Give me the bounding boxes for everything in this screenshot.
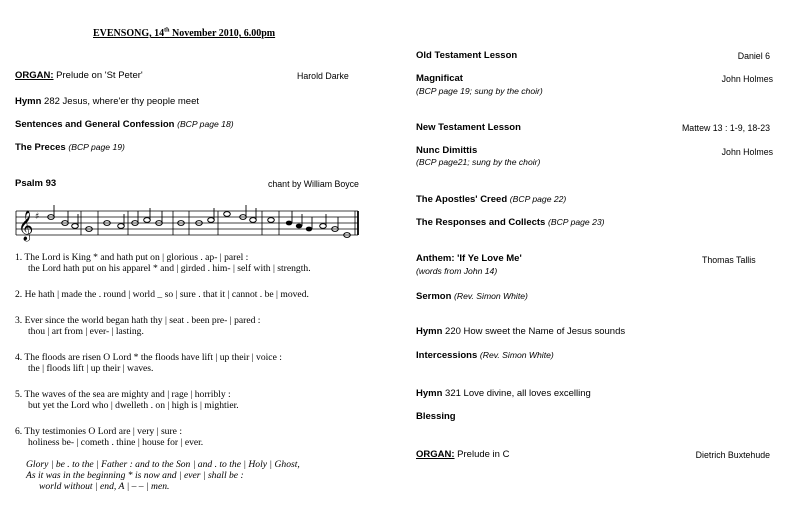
psalm-verses [15, 252, 375, 492]
gloria [15, 459, 375, 492]
psalm-verse [15, 426, 375, 459]
psalm-verse [15, 389, 375, 426]
hymn-label: Hymn [416, 326, 443, 337]
psalm-verse [15, 315, 375, 352]
verse-line: 6. Thy testimonies O Lord are | very | sure : [15, 426, 182, 437]
verse-line-continued: but yet the Lord who | dwelleth . on | high is | mightier. [28, 400, 239, 411]
sentences-label: Sentences and General Confession [15, 119, 175, 130]
anthem-note: (words from John 14) [416, 266, 498, 276]
svg-text:♯: ♯ [35, 212, 40, 222]
psalm-label: Psalm 93 [15, 178, 57, 189]
intercessions-entry [416, 350, 554, 361]
magnificat-label: Magnificat [416, 73, 463, 84]
title-superscript: th [164, 27, 170, 34]
anthem-label: Anthem: 'If Ye Love Me' [416, 253, 522, 264]
gloria-line: Glory | be . to the | Father : and to the Son | and . to the | Holy | Ghost, [26, 459, 300, 470]
creed-entry [416, 194, 566, 205]
hymn-entry-2 [416, 326, 625, 337]
magnificat-note: (BCP page 19; sung by the choir) [416, 86, 543, 96]
blessing-label: Blessing [416, 411, 456, 422]
responses-label: The Responses and Collects [416, 217, 546, 228]
psalm-verse [15, 252, 375, 289]
organ-postlude-composer: Dietrich Buxtehude [695, 450, 770, 460]
psalm-verse [15, 352, 375, 389]
psalm-verse [15, 289, 375, 315]
old-testament-label: Old Testament Lesson [416, 50, 518, 61]
page-title [93, 28, 275, 39]
sermon-note: (Rev. Simon White) [454, 291, 528, 301]
sentences-note: (BCP page 18) [177, 119, 234, 129]
anthem-composer: Thomas Tallis [702, 255, 756, 265]
preces-entry [15, 142, 125, 153]
hymn-entry-3 [416, 388, 591, 399]
nunc-dimittis-composer: John Holmes [721, 147, 773, 157]
verse-line-continued: the Lord hath put on his apparel * and | girded . him- | self with | strength. [28, 263, 311, 274]
organ-label: ORGAN: [416, 449, 455, 460]
responses-note: (BCP page 23) [547, 217, 605, 227]
title-text-end: November 2010, 6.00pm [169, 28, 276, 39]
hymn-entry-1 [15, 96, 199, 107]
organ-piece: Prelude in C [454, 449, 510, 460]
gloria-line: As it was in the beginning * is now and | ever | shall be : [26, 470, 244, 481]
hymn-label: Hymn [15, 96, 42, 107]
magnificat-composer: John Holmes [721, 74, 773, 84]
verse-line: 5. The waves of the sea are mighty and | rage | horribly : [15, 389, 231, 400]
sentences-entry [15, 119, 234, 130]
creed-label: The Apostles' Creed [416, 194, 508, 205]
old-testament-ref: Daniel 6 [737, 51, 770, 61]
verse-line: 1. The Lord is King * and hath put on | glorious . ap- | parel : [15, 252, 249, 263]
organ-piece: Prelude on 'St Peter' [53, 70, 143, 81]
verse-line-continued: the | floods lift | up their | waves. [28, 363, 154, 374]
new-testament-label: New Testament Lesson [416, 122, 521, 133]
verse-line: 4. The floods are risen O Lord * the floods have lift | up their | voice : [15, 352, 282, 363]
gloria-line: world without | end, A | – – | men. [39, 481, 170, 492]
hymn-label: Hymn [416, 388, 443, 399]
organ-label: ORGAN: [15, 70, 54, 81]
sermon-label: Sermon [416, 291, 452, 302]
responses-entry [416, 217, 605, 228]
svg-text:𝄞: 𝄞 [18, 211, 34, 241]
creed-note: (BCP page 22) [509, 194, 567, 204]
sermon-entry [416, 291, 528, 302]
organ-prelude-entry [15, 70, 143, 81]
verse-line-continued: holiness be- | cometh . thine | house for | ever. [28, 437, 204, 448]
preces-note: (BCP page 19) [68, 142, 125, 152]
nunc-dimittis-note: (BCP page21; sung by the choir) [416, 157, 541, 167]
hymn-text: 282 Jesus, where'er thy people meet [41, 96, 200, 107]
verse-line: 3. Ever since the world began hath thy | seat . been pre- | pared : [15, 315, 261, 326]
psalm-chant: chant by William Boyce [268, 179, 359, 189]
organ-postlude-entry [416, 449, 509, 460]
nunc-dimittis-label: Nunc Dimittis [416, 145, 478, 156]
verse-line: 2. He hath | made the . round | world _ so | sure . that it | cannot . be | moved. [15, 289, 309, 300]
hymn-text: 321 Love divine, all loves excelling [442, 388, 591, 399]
intercessions-note: (Rev. Simon White) [479, 350, 554, 360]
organ-composer: Harold Darke [297, 71, 349, 81]
intercessions-label: Intercessions [416, 350, 478, 361]
music-staff-image [13, 203, 361, 243]
preces-label: The Preces [15, 142, 66, 153]
hymn-text: 220 How sweet the Name of Jesus sounds [442, 326, 626, 337]
verse-line-continued: thou | art from | ever- | lasting. [28, 326, 144, 337]
new-testament-ref: Mattew 13 : 1-9, 18-23 [681, 123, 770, 133]
title-text: EVENSONG, 14 [93, 28, 165, 39]
